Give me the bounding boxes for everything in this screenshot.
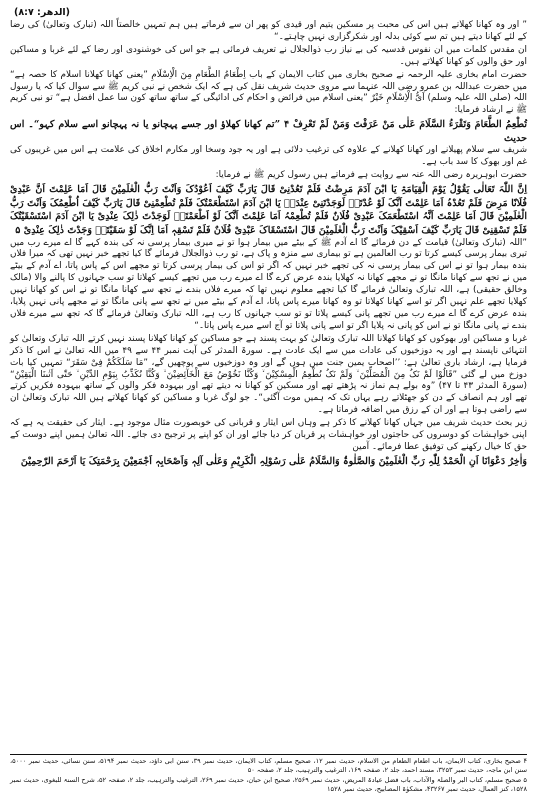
bukhari-chapter-paragraph: حضرت امام بخاری علیہ الرحمہ نے صحیح بخاری میں کتاب الایمان کے باب اِطْعَامُ الطَّعَامِ مِنَ الْاِسْلَامِ ”یعنی کھانا کھلانا اسلام کا حصہ ہے“ میں حضرت عبداللہ بن عمرو رضی اللہ عنہما سے مروی حدیث شریف نقل کی ہے کہ ایک شخص نے نبی کریم ﷺ سے سوال کیا کہ یا رسول اللہ (صلی اللہ علیہ وسلم) اَیُّ الْاِسْلَامِ خَیْرٌ ”یعنی اسلام میں فرائض و احکام کی ادائیگی کے ساتھ ساتھ کون سا عمل افضل ہے“ تو نبی کریم ﷺ نے ارشاد فرمایا: bbox=[10, 69, 527, 116]
hadith-qudsi-arabic-text: اِنَّ اللّٰہَ تَعَالٰی یَقُوْلُ یَوْمَ الْقِیَامَۃِ یَا ابْنَ آدَمَ مَرِضْتُ فَلَمْ تَعُدْنِیْ قَالَ یَارَبِّ کَیْفَ اَعُوْدُکَ وَاَنْتَ رَبُّ الْعٰلَمِیْنَ قَالَ اَمَا عَلِمْتَ اَنَّ عَبْدِیْ فُلَانًا مَرِضَ فَلَمْ تَعُدْہُ اَمَا عَلِمْتَ اَنَّکَ لَوْ عُدْتَہٗ لَوَجَدْتَنِیْ عِنْدَہٗ یَا ابْنَ آدَمَ اسْتَطْعَمْتُکَ فَلَمْ تُطْعِمْنِیْ قَالَ یَارَبِّ کَیْفَ اُطْعِمُکَ وَاَنْتَ رَبُّ الْعٰلَمِیْنَ قَالَ اَمَا عَلِمْتَ اَنَّہُ اسْتَطْعَمَکَ عَبْدِیْ فُلَانٌ فَلَمْ تُطْعِمْہُ اَمَا عَلِمْتَ اَنَّکَ لَوْ اَطْعَمْتَہٗ لَوَجَدْتَ ذٰلِکَ عِنْدِیْ یَا ابْنَ آدَمَ اسْتَسْقَیْتُکَ فَلَمْ تَسْقِنِیْ قَالَ یَارَبِّ کَیْفَ اَسْقِیْکَ وَاَنْتَ رَبُّ الْعٰلَمِیْنَ قَالَ اسْتَسْقَاکَ عَبْدِیْ فُلَانٌ فَلَمْ تَسْقِہٖ اَمَا اِنَّکَ لَوْ سَقَیْتَہٗ وَجَدْتَ ذٰلِکَ عِنْدِیْ ۵ bbox=[10, 184, 527, 236]
quran-translation-paragraph: ” اور وہ کھانا کھلاتے ہیں اس کی محبت پر مسکین یتیم اور قیدی کو پھر ان سے فرماتے ہیں ہم تمہیں خالصتاً اللہ (تبارک وتعالیٰ) کی رضا کے لئے کھانا دیتے ہیں تم سے کوئی بدلہ اور شکرگزاری نہیں چاہتے۔“ bbox=[10, 20, 527, 42]
main-content bbox=[10, 20, 527, 468]
footnote-5: ۵ صحیح مسلم، کتاب البر والصلۃ والآداب، باب فضل عیادۃ المریض، حدیث نمبر ۲۵۶۹، صحیح ابن حبان، حدیث نمبر ۲۶۹، الترغیب والترہیب، جلد ۲، صفحہ ۵۲، شرح السنۃ للبغوی، حدیث نمبر ۱۵۲۸، کنز العمال، حدیث نمبر ۴۳۲۶۷، مشکوٰۃ المصابیح، حدیث نمبر ۱۵۲۸ bbox=[10, 775, 527, 793]
surah-muddathir-paragraph: غربا و مساکین اور بھوکوں کو کھانا کھلانا اللہ تبارک وتعالیٰ کو بہت پسند ہے جو مساکین کو کھانا کھلانا پسند نہیں کرتے اللہ تبارک وتعالیٰ کو انتہائی ناپسند ہے اور یہ دوزخیوں کی عادات میں سے ایک عادت ہے۔ سورۃ المدثر کی آیت نمبر ۴۴ سے ۴۹ میں اللہ تعالیٰ نے اس کا ذکر فرمایا ہے، ارشاد باری تعالیٰ ہے: ’’اصحاب یمین جنت میں ہوں گے اور وہ دوزخیوں سے پوچھیں گے، ”مَا سَلَکَکُمْ فِیْ سَقَرَ“ تمہیں کیا بات دوزخ میں لے گئی ”قَالُوْا لَمْ نَکُ مِنَ الْمُصَلِّیْنَ ۙ وَلَمْ نَکُ نُطْعِمُ الْمِسْکِیْنَ ۙ وَکُنَّا نَخُوْضُ مَعَ الْخَآئِضِیْنَ ۙ وَکُنَّا نُکَذِّبُ بِیَوْمِ الدِّیْنِ ۙ حَتّٰی اَتٰىنَا الْیَقِیْنُ“ (سورۃ المدثر ۴۳ تا ۴۷) ”وہ بولے ہم نماز نہ پڑھتے تھے اور مسکین کو کھانا نہ دیتے تھے اور بیہودہ فکر والوں کے ساتھ بیہودہ فکریں کرتے تھے اور ہم انصاف کے دن کو جھٹلاتے رہے یہاں تک کہ ہمیں موت آگئی“۔ جو لوگ غربا و مساکین کو کھانا کھلاتے ہیں اللہ تبارک وتعالیٰ ان سے راضی ہوتا ہے اور ان کے رزق میں اضافہ فرماتا ہے۔ bbox=[10, 333, 528, 416]
hadith-arabic-text: تُطْعِمُ الطَّعَامَ وَتَقْرَءُ السَّلَامَ عَلٰی مَنْ عَرَفْتَ وَمَنْ لَمْ تَعْرِفْ ۴ ”تم کھانا کھلاؤ اور جسے پہچانو یا نہ پہچانو اسے سلام کہو“۔ اس حدیث bbox=[10, 119, 527, 144]
narration-intro-paragraph: حضرت ابوہریرہ رضی اللہ عنہ سے روایت ہے فرماتے ہیں رسول کریم ﷺ نے فرمایا: bbox=[215, 170, 527, 181]
hadith-explanation-paragraph: شریف سے سلام پھیلانے اور کھانا کھلانے کے علاوہ کی ترغیب دلائی ہے اور یہ جود وسخا اور مکارم اخلاق کی علامت ہے اس میں غریبوں کی غم اور بھوک کا سد باب ہے۔ bbox=[10, 145, 527, 168]
footnotes-section bbox=[10, 754, 527, 794]
ithar-paragraph: زیر بحث حدیث شریف میں جہاں کھانا کھلانے کا ذکر ہے وہاں اس ایثار و قربانی کی خوبصورت مثال موجود ہے۔ ایثار کی حقیقت یہ ہے کہ اپنی خواہشات کو دوسروں کی حاجتوں اور خواہشات پر قربان کر دیا جائے اور ان کو اپنے پر ترجیح دی جائے۔ اللہ تعالیٰ ہمیں اپنے دوست کے حق کا خیال رکھنے کی توفیق عطا فرمائے۔ آمین bbox=[10, 418, 527, 452]
hadith-qudsi-translation: ”اللہ (تبارک وتعالیٰ) قیامت کے دن فرمائے گا اے آدم ﷺ کے بیٹے میں بیمار ہوا تو نے میری بیمار پرسی نہ کی بندہ کہے گا اے میرے رب میں تیری بیمار پرسی کیسے کرتا تو رب العالمین ہے تو بیماری سے منزہ و پاک ہے، تو رب ذوالجلال فرمائے گا کیا تجھے خبر نہیں تھی کہ میرا فلاں بندہ بیمار ہوا تو نے اس کی بیمار پرسی نہ کی تجھے خبر نہیں کہ اگر تو اس کی بیمار پرسی کرتا تو مجھے اس کے پاس پاتا، اے آدم کے بیٹے میں نے تجھ سے کھانا مانگا تو نے مجھے کھانا نہ کھلایا بندہ عرض کرے گا اے میرے رب میں تجھے کیسے کھلاتا تو سب جہانوں کا پالنے والا (مالک وخالق حقیقی) ہے، اللہ تبارک وتعالیٰ فرمائے گا کیا تجھے معلوم نہیں تھا کہ میرے فلاں بندے نے تجھ سے کھانا مانگا تو نے اس کو کھانا نہیں کھلایا تجھے علم نہیں اگر تو اسے کھانا کھلاتا تو وہ کھانا میرے پاس پاتا، اے آدم کے بیٹے میں نے تجھ سے پانی مانگا تو نے مجھے پانی نہیں پلایا، بندہ عرض کرے گا اے میرے رب میں تجھے پانی کیسے پلاتا تو تو سب جہانوں کا رب ہے، اللہ تبارک وتعالیٰ فرمائے گا کہ تجھ سے میرے فلاں بندے نے پانی مانگا تو نے اس کو پانی نہ پلایا اگر تو اسے پانی پلاتا تو آج اسے میرے پاس پاتا۔“ bbox=[10, 237, 527, 331]
commentary-paragraph: ان مقدس کلمات میں ان نفوس قدسیہ کی بے نیاز رب ذوالجلال نے تعریف فرمائی ہے جو اس کی خوشنودی اور رضا کے لئے غربا و مساکین اور حق والوں کو کھانا کھلاتے ہیں۔ bbox=[10, 44, 527, 67]
footnote-4: ۴ صحیح بخاری، کتاب الایمان، باب اطعام الطعام من الاسلام، حدیث نمبر ۱۲، صحیح مسلم، کتاب الایمان، حدیث نمبر ۳۹، سنن ابی داؤد، حدیث نمبر ۵۱۹۴، سنن نسائی، حدیث نمبر ۵۰۰۰، سنن ابن ماجہ، حدیث نمبر ۳۲۵۳، مسند احمد، جلد ۲، صفحہ ۱۶۹، الترغیب والترہیب، جلد ۲، صفحہ ۵۰ bbox=[10, 757, 528, 775]
page-header bbox=[10, 4, 527, 20]
surah-reference: (الدھر: ۸:۷) bbox=[14, 6, 71, 18]
closing-dua-arabic: وَاٰخِرُ دَعْوَانَا اَنِ الْحَمْدُ لِلّٰہِ رَبِّ الْعٰلَمِیْنَ وَالصَّلٰوۃُ وَالسَّلَامُ عَلٰی رَسُوْلِہِ الْکَرِیْمِ وَعَلٰی آلِہٖ وَاَصْحَابِہٖ اَجْمَعِیْنَ بِرَحْمَتِکَ یَا اَرْحَمَ الرّٰحِمِیْنَ bbox=[20, 455, 527, 467]
